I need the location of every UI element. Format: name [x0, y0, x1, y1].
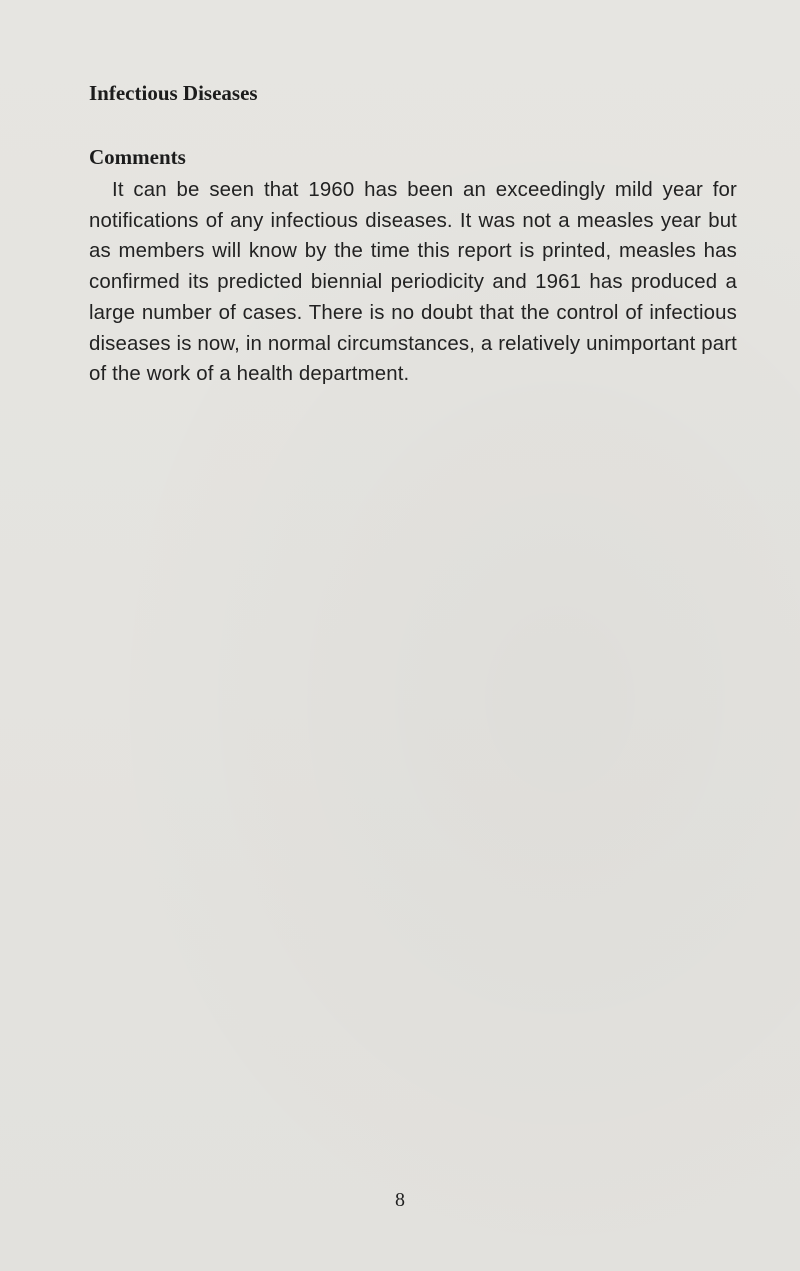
- comments-paragraph: It can be seen that 1960 has been an exceedingly mild year for notifications of any infectious diseases. It was not a measles year but as members will know by the time this report is printed, measles has confirmed its predicted biennial periodicity and 1961 has produced a large number of cases. There is no doubt that the control of infectious diseases is now, in normal circumstances, a relatively unimportant part of the work of a health department.: [89, 179, 737, 386]
- section-subtitle: Comments: [89, 145, 186, 169]
- section-title: Infectious Diseases: [89, 81, 258, 105]
- page-number: 8: [395, 1189, 405, 1211]
